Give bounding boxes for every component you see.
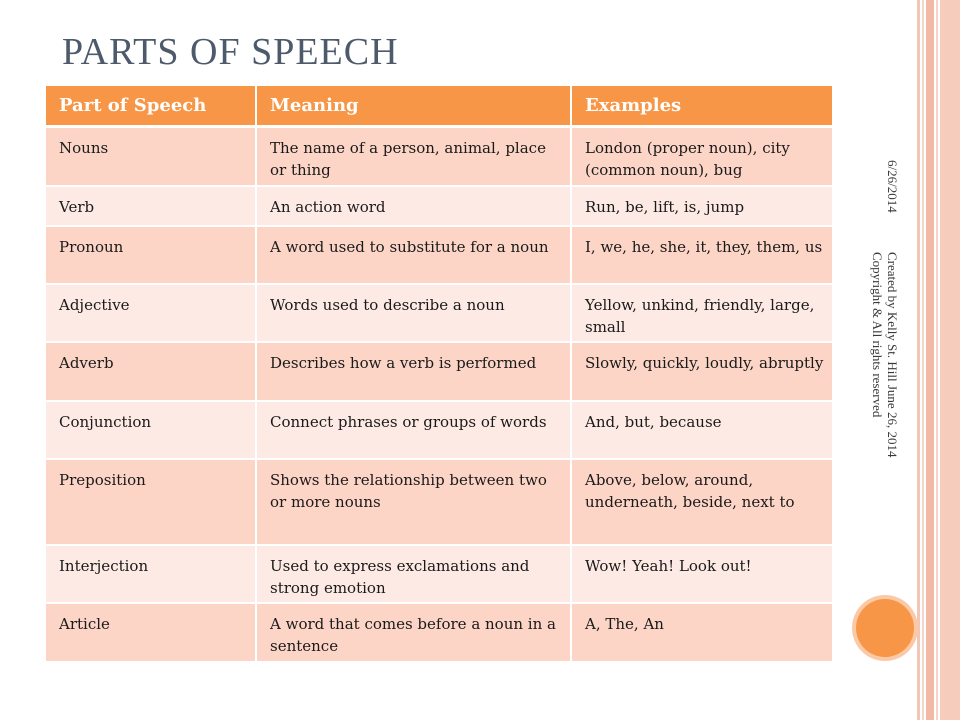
decorative-band — [922, 0, 924, 720]
table-header-row — [46, 86, 832, 127]
decorative-band — [940, 0, 960, 720]
cell-meaning: A word used to substitute for a noun — [256, 226, 571, 284]
parts-of-speech-table — [46, 86, 832, 663]
cell-examples: Yellow, unkind, friendly, large, small — [571, 284, 832, 342]
cell-meaning: Words used to describe a noun — [256, 284, 571, 342]
decorative-circle — [856, 599, 914, 657]
cell-examples: Slowly, quickly, loudly, abruptly — [571, 342, 832, 401]
cell-meaning: An action word — [256, 186, 571, 226]
copyright-notice: Copyright & All rights reserved — [870, 252, 885, 418]
cell-meaning: Used to express exclamations and strong emotion — [256, 545, 571, 603]
table-row — [46, 545, 832, 603]
cell-examples: Run, be, lift, is, jump — [571, 186, 832, 226]
cell-examples: I, we, he, she, it, they, them, us — [571, 226, 832, 284]
cell-meaning: A word that comes before a noun in a sentence — [256, 603, 571, 662]
cell-examples: Wow! Yeah! Look out! — [571, 545, 832, 603]
table-row — [46, 603, 832, 662]
cell-part: Pronoun — [46, 226, 256, 284]
table-row — [46, 226, 832, 284]
cell-part: Verb — [46, 186, 256, 226]
cell-meaning: Connect phrases or groups of words — [256, 401, 571, 459]
cell-examples: London (proper noun), city (common noun), bug — [571, 127, 832, 186]
table-row — [46, 284, 832, 342]
slide-title: PARTS OF SPEECH — [62, 31, 399, 73]
cell-part: Article — [46, 603, 256, 662]
cell-part: Nouns — [46, 127, 256, 186]
slide-date: 6/26/2014 — [885, 160, 900, 213]
table-row — [46, 401, 832, 459]
cell-part: Conjunction — [46, 401, 256, 459]
decorative-band — [936, 0, 938, 720]
cell-meaning: Describes how a verb is performed — [256, 342, 571, 401]
header-examples: Examples — [571, 86, 832, 127]
table-row — [46, 342, 832, 401]
header-part-of-speech: Part of Speech — [46, 86, 256, 127]
cell-part: Adjective — [46, 284, 256, 342]
cell-part: Preposition — [46, 459, 256, 545]
table-row — [46, 459, 832, 545]
cell-part: Adverb — [46, 342, 256, 401]
table-row — [46, 127, 832, 186]
cell-examples: A, The, An — [571, 603, 832, 662]
header-meaning: Meaning — [256, 86, 571, 127]
cell-examples: Above, below, around, underneath, beside, next to — [571, 459, 832, 545]
author-credit: Created by Kelly St. Hill June 26, 2014 — [885, 252, 900, 458]
cell-part: Interjection — [46, 545, 256, 603]
cell-meaning: Shows the relationship between two or more nouns — [256, 459, 571, 545]
decorative-band — [926, 0, 934, 720]
cell-meaning: The name of a person, animal, place or thing — [256, 127, 571, 186]
table-row — [46, 186, 832, 226]
decorative-band — [917, 0, 920, 720]
cell-examples: And, but, because — [571, 401, 832, 459]
